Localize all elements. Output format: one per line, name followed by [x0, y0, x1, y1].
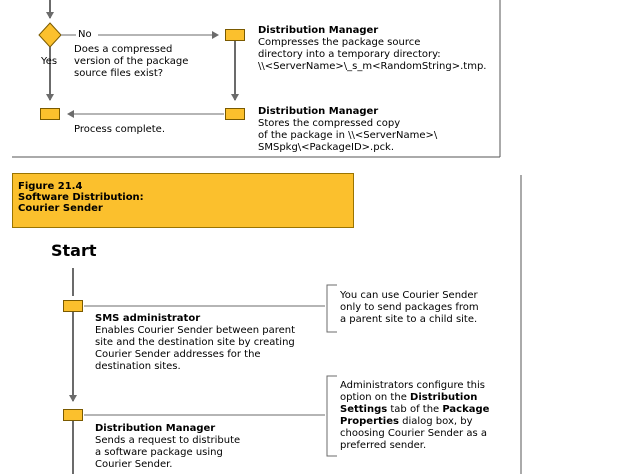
note1-bracket: [327, 285, 337, 332]
note2-bracket: [327, 376, 337, 456]
question-line: version of the package: [74, 56, 189, 67]
note2-text: tab of the: [387, 404, 443, 415]
note2: [340, 380, 489, 452]
note2-text: dialog box, by: [398, 416, 473, 427]
process-complete-box: [40, 108, 60, 120]
note1-line: only to send packages from: [340, 302, 479, 313]
sms-admin-title: SMS administrator: [95, 313, 201, 324]
sms-admin-line: Courier Sender addresses for the: [95, 349, 261, 360]
sms-admin-box: [63, 300, 83, 312]
step2-line: of the package in \\<ServerName>\: [258, 130, 438, 141]
note2-text: option on the: [340, 392, 411, 403]
figure-caption-line: Courier Sender: [18, 203, 103, 214]
question-line: source files exist?: [74, 68, 164, 79]
dist-mgr-line: a software package using: [95, 447, 223, 458]
step1-line: Compresses the package source: [258, 37, 421, 48]
note2-line: [340, 392, 489, 404]
step1-text: [258, 25, 486, 73]
dist-mgr-line: Courier Sender.: [95, 459, 173, 470]
step2-line: Stores the compressed copy: [258, 118, 401, 129]
note1: [340, 290, 479, 326]
note2-line: preferred sender.: [340, 440, 427, 451]
step2-title: Distribution Manager: [258, 106, 379, 117]
note2-bold: Distribution: [410, 392, 478, 403]
sms-admin-line: site and the destination site by creating: [95, 337, 295, 348]
note2-bold: Package: [442, 404, 490, 415]
note2-line: [340, 416, 489, 428]
note2-line: Administrators configure this: [340, 380, 485, 391]
note2-bold: Properties: [340, 416, 399, 427]
note2-line: [340, 404, 489, 416]
step1-box: [225, 29, 245, 41]
step2-box: [225, 108, 245, 120]
figure-caption-line: Figure 21.4: [18, 181, 83, 192]
sms-admin-text: [95, 313, 295, 373]
sms-admin-line: destination sites.: [95, 361, 181, 372]
step1-line: \\<ServerName>\_s_m<RandomString>.tmp.: [258, 61, 487, 72]
step2-line: SMSpkg\<PackageID>.pck.: [258, 142, 395, 153]
step1-title: Distribution Manager: [258, 25, 379, 36]
start-label: Start: [51, 241, 97, 260]
note2-line: choosing Courier Sender as a: [340, 428, 487, 439]
dist-mgr-box: [63, 409, 83, 421]
no-label: No: [78, 29, 92, 40]
decision-question: [74, 44, 188, 80]
question-line: Does a compressed: [74, 44, 173, 55]
dist-mgr-title: Distribution Manager: [95, 423, 216, 434]
dist-mgr-text: [95, 423, 240, 471]
step2-text: [258, 106, 437, 154]
process-complete-label: Process complete.: [74, 124, 166, 135]
note1-line: a parent site to a child site.: [340, 314, 478, 325]
sms-admin-line: Enables Courier Sender between parent: [95, 325, 296, 336]
dist-mgr-line: Sends a request to distribute: [95, 435, 241, 446]
yes-label: Yes: [41, 56, 58, 67]
note1-line: You can use Courier Sender: [340, 290, 478, 301]
figure-caption-box: [12, 173, 354, 228]
note2-bold: Settings: [340, 404, 388, 415]
figure-caption-line: Software Distribution:: [18, 192, 144, 203]
decision-diamond: [39, 23, 61, 47]
step1-line: directory into a temporary directory:: [258, 49, 441, 60]
